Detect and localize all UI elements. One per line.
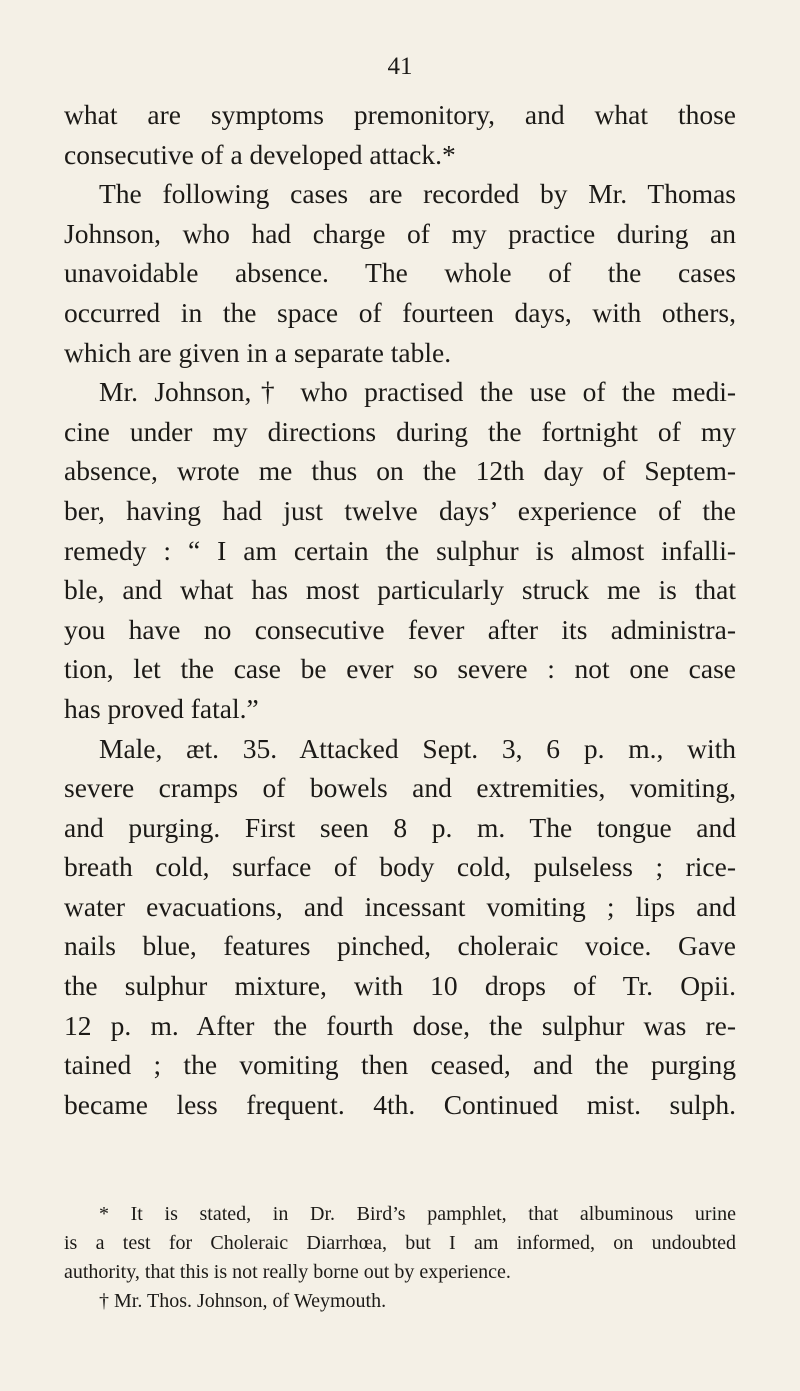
text-line: Mr. Johnson,† who practised the use of the medi- [99, 376, 736, 408]
text-line: and purging. First seen 8 p. m. The tongue and [64, 811, 736, 843]
text-line: water evacuations, and incessant vomiting ; lips and [64, 890, 736, 922]
text-line: became less frequent. 4th. Continued mist. sulph. [64, 1088, 736, 1120]
text-line: The following cases are recorded by Mr. Thomas [99, 178, 736, 210]
text-line: nails blue, features pinched, choleraic voice. Gave [64, 930, 736, 962]
text-line: 12 p. m. After the fourth dose, the sulphur was re- [64, 1009, 736, 1041]
main-text [64, 95, 736, 1124]
text-line: Johnson, who had charge of my practice during an [64, 217, 736, 249]
footnote-line: * It is stated, in Dr. Bird’s pamphlet, that albuminous urine [99, 1203, 736, 1225]
text-line: the sulphur mixture, with 10 drops of Tr. Opii. [64, 970, 736, 1002]
text-line: what are symptoms premonitory, and what those [64, 99, 736, 130]
text-line: unavoidable absence. The whole of the cases [64, 257, 736, 289]
text-line: which are given in a separate table. [64, 336, 452, 368]
text-line: remedy : “ I am certain the sulphur is almost infalli- [64, 534, 736, 566]
text-line: you have no consecutive fever after its administra- [64, 613, 736, 645]
text-line: occurred in the space of fourteen days, with others, [64, 296, 736, 328]
text-line: breath cold, surface of body cold, pulseless ; rice- [64, 851, 736, 883]
page-number: 41 [387, 53, 413, 80]
text-line: cine under my directions during the fortnight of my [64, 415, 736, 447]
text-line: tained ; the vomiting then ceased, and the purging [64, 1049, 736, 1081]
text-line: severe cramps of bowels and extremities, vomiting, [64, 772, 736, 804]
text-line: has proved fatal.” [64, 692, 259, 724]
footnote-line: † Mr. Thos. Johnson, of Weymouth. [99, 1290, 387, 1312]
text-line: tion, let the case be ever so severe : not one case [64, 653, 736, 685]
text-line: ble, and what has most particularly struck me is that [64, 574, 736, 606]
text-line: ber, having had just twelve days’ experience of the [64, 494, 736, 526]
footnote-line: authority, that this is not really borne out by experience. [64, 1261, 511, 1283]
text-line: absence, wrote me thus on the 12th day of Septem- [64, 455, 736, 487]
footnotes [64, 1200, 736, 1316]
text-line: consecutive of a developed attack.* [64, 138, 456, 170]
text-line: Male, æt. 35. Attacked Sept. 3, 6 p. m., with [99, 732, 736, 764]
footnote-line: is a test for Choleraic Diarrhœa, but I am informed, on undoubted [64, 1232, 736, 1254]
